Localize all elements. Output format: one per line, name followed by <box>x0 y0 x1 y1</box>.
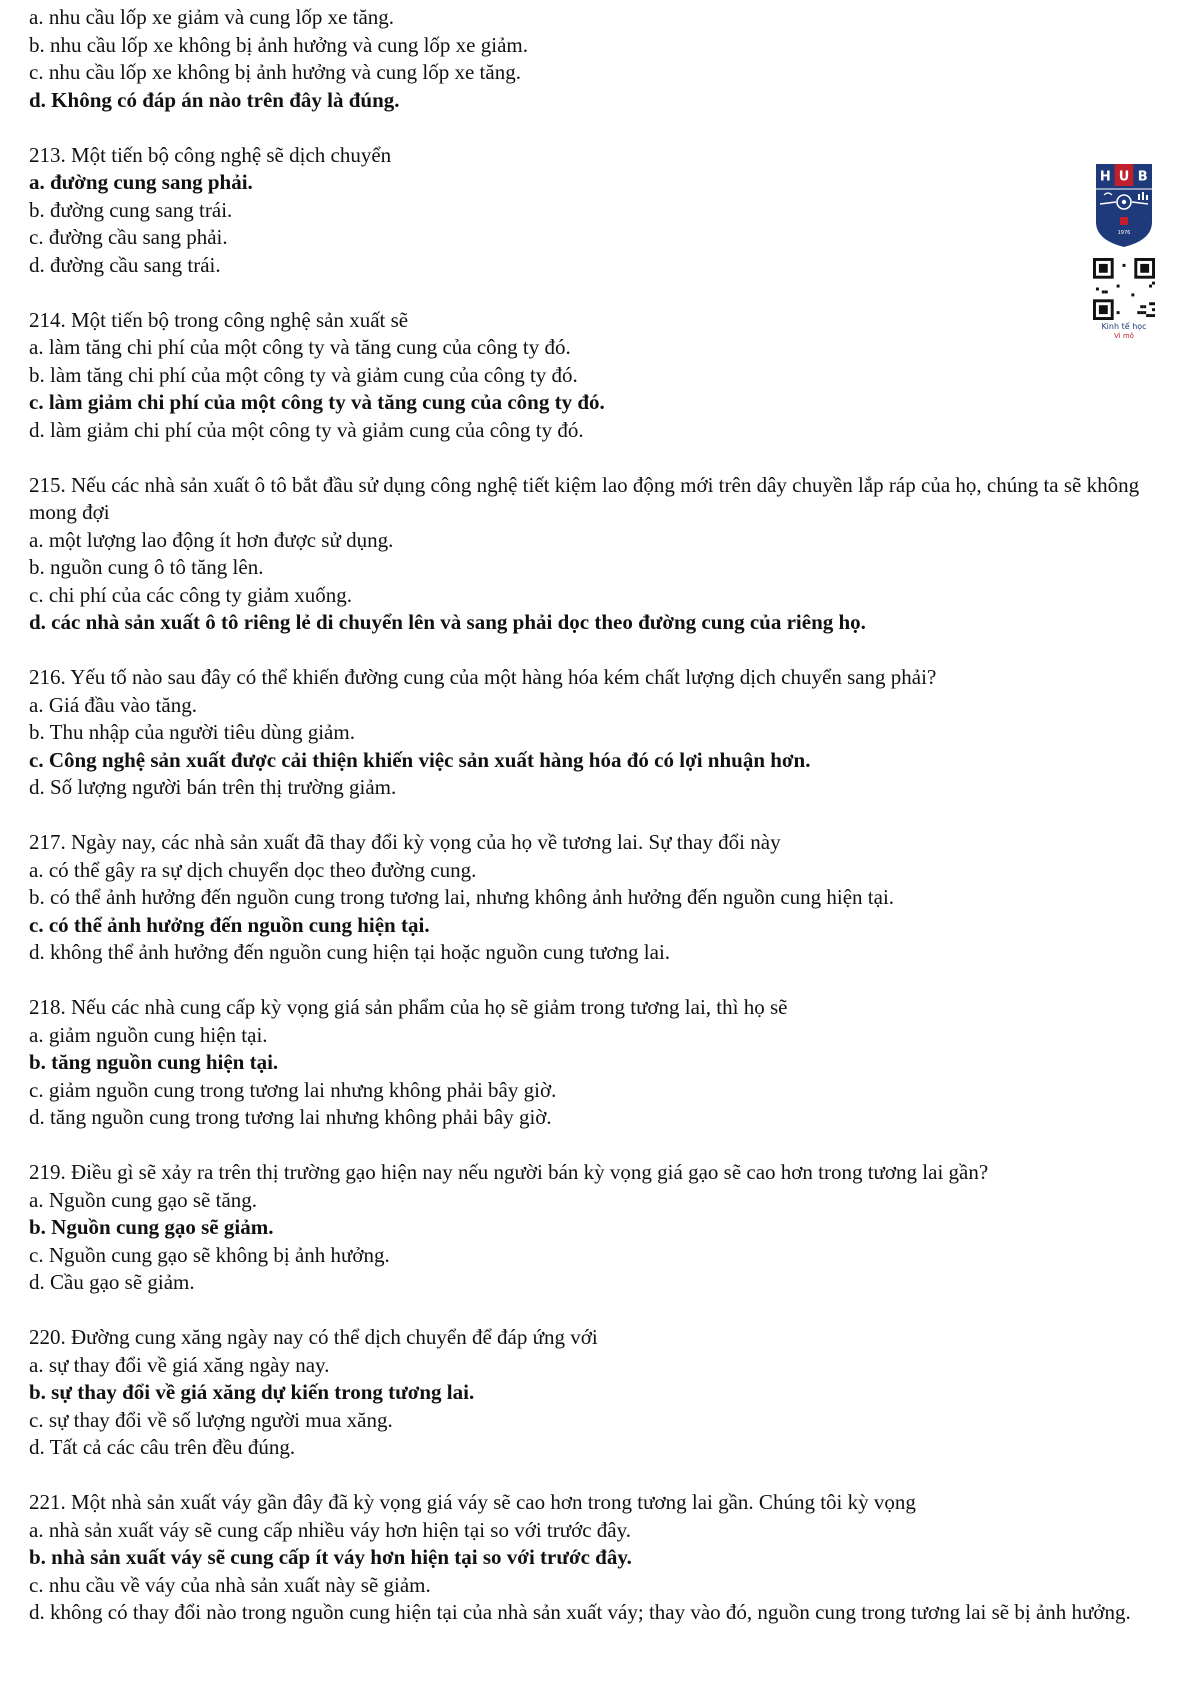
logo-letter: H <box>1099 169 1111 185</box>
answer-line: d. không có thay đổi nào trong nguồn cung hiện tại của nhà sản xuất váy; thay vào đó, nguồn cung trong tương lai sẽ bị ảnh hưởng. <box>29 1600 1131 1624</box>
section-gap <box>29 114 1149 142</box>
badge-label: Kinh tế học <box>1101 322 1147 331</box>
answer-line-correct: d. Không có đáp án nào trên đây là đúng. <box>29 87 400 112</box>
question-line: 213. Một tiến bộ công nghệ sẽ dịch chuyển <box>29 142 392 167</box>
answer-line: b. có thể ảnh hưởng đến nguồn cung trong tương lai, nhưng không ảnh hưởng đến nguồn cung hiện tại. <box>29 885 895 909</box>
answer-line: a. giảm nguồn cung hiện tại. <box>29 1022 268 1047</box>
answer-line: c. chi phí của các công ty giảm xuống. <box>29 582 353 607</box>
answer-line: a. Giá đầu vào tăng. <box>29 692 197 717</box>
question-line: 219. Điều gì sẽ xảy ra trên thị trường gạo hiện nay nếu người bán kỳ vọng giá gạo sẽ cao hơn trong tương lai gần? <box>29 1160 989 1184</box>
answer-line: c. đường cầu sang phải. <box>29 225 228 249</box>
qr-code-icon <box>1093 258 1155 320</box>
answer-line: b. Thu nhập của người tiêu dùng giảm. <box>29 720 355 744</box>
section-gap <box>29 1462 1149 1490</box>
answer-line: c. sự thay đổi về số lượng người mua xăng. <box>29 1407 393 1432</box>
answer-line: d. Số lượng người bán trên thị trường giảm. <box>29 775 397 799</box>
section-gap <box>29 444 1149 472</box>
answer-line-correct: c. Công nghệ sản xuất được cải thiện khiến việc sản xuất hàng hóa đó có lợi nhuận hơn. <box>29 747 811 772</box>
side-badge <box>1088 162 1160 341</box>
section-gap <box>29 967 1149 995</box>
answer-line: d. Cầu gạo sẽ giảm. <box>29 1270 195 1294</box>
section-gap <box>29 279 1149 307</box>
answer-line: a. làm tăng chi phí của một công ty và tăng cung của công ty đó. <box>29 335 571 359</box>
answer-line: d. không thể ảnh hưởng đến nguồn cung hiện tại hoặc nguồn cung tương lai. <box>29 940 671 964</box>
answer-line: c. nhu cầu lốp xe không bị ảnh hưởng và cung lốp xe tăng. <box>29 60 521 84</box>
answer-line-correct: a. đường cung sang phải. <box>29 170 253 194</box>
question-line: 220. Đường cung xăng ngày nay có thể dịch chuyển để đáp ứng với <box>29 1325 598 1349</box>
section-gap <box>29 802 1149 830</box>
answer-line: b. nhu cầu lốp xe không bị ảnh hưởng và cung lốp xe giảm. <box>29 32 528 57</box>
question-line: 217. Ngày nay, các nhà sản xuất đã thay đổi kỳ vọng của họ về tương lai. Sự thay đổi này <box>29 830 781 854</box>
section-gap <box>29 637 1149 665</box>
answer-line: a. Nguồn cung gạo sẽ tăng. <box>29 1187 258 1212</box>
answer-line: b. làm tăng chi phí của một công ty và giảm cung của công ty đó. <box>29 362 578 387</box>
answer-line: a. nhu cầu lốp xe giảm và cung lốp xe tăng. <box>29 5 395 29</box>
answer-line: a. sự thay đổi về giá xăng ngày nay. <box>29 1352 330 1377</box>
answer-line: b. đường cung sang trái. <box>29 197 233 222</box>
answer-line-correct: d. các nhà sản xuất ô tô riêng lẻ di chuyển lên và sang phải dọc theo đường cung của riêng họ. <box>29 610 866 634</box>
answer-line: d. làm giảm chi phí của một công ty và giảm cung của công ty đó. <box>29 417 584 442</box>
question-line: 215. Nếu các nhà sản xuất ô tô bắt đầu sử dụng công nghệ tiết kiệm lao động mới trên dây chuyền lắp ráp của họ, chúng ta sẽ không mong đợi <box>29 472 1140 524</box>
section-gap <box>29 1132 1149 1160</box>
answer-line-correct: c. có thể ảnh hưởng đến nguồn cung hiện tại. <box>29 912 430 937</box>
answer-line: c. giảm nguồn cung trong tương lai nhưng không phải bây giờ. <box>29 1077 557 1102</box>
answer-line: b. nguồn cung ô tô tăng lên. <box>29 555 264 579</box>
answer-line-correct: b. sự thay đổi về giá xăng dự kiến trong tương lai. <box>29 1380 475 1404</box>
question-line: 214. Một tiến bộ trong công nghệ sản xuất sẽ <box>29 307 409 332</box>
logo-year: 1976 <box>1117 230 1131 236</box>
answer-line-correct: b. tăng nguồn cung hiện tại. <box>29 1050 279 1074</box>
answer-line: a. có thể gây ra sự dịch chuyển dọc theo đường cung. <box>29 857 477 882</box>
answer-line: a. một lượng lao động ít hơn được sử dụng. <box>29 527 394 552</box>
answer-line-correct: b. nhà sản xuất váy sẽ cung cấp ít váy hơn hiện tại so với trước đây. <box>29 1545 632 1569</box>
answer-line: d. đường cầu sang trái. <box>29 252 221 277</box>
hub-logo-icon <box>1094 162 1154 248</box>
answer-line-correct: b. Nguồn cung gạo sẽ giảm. <box>29 1215 274 1239</box>
question-line: 216. Yếu tố nào sau đây có thể khiến đường cung của một hàng hóa kém chất lượng dịch chuyển sang phải? <box>29 665 937 689</box>
answer-line: a. nhà sản xuất váy sẽ cung cấp nhiều váy hơn hiện tại so với trước đây. <box>29 1517 631 1542</box>
answer-line: c. Nguồn cung gạo sẽ không bị ảnh hưởng. <box>29 1242 390 1267</box>
section-gap <box>29 1297 1149 1325</box>
document-body <box>29 4 1149 1627</box>
answer-line: d. tăng nguồn cung trong tương lai nhưng không phải bây giờ. <box>29 1105 552 1129</box>
question-line: 221. Một nhà sản xuất váy gần đây đã kỳ vọng giá váy sẽ cao hơn trong tương lai gần. Chúng tôi kỳ vọng <box>29 1490 916 1514</box>
logo-letter: B <box>1137 169 1148 185</box>
answer-line-correct: c. làm giảm chi phí của một công ty và tăng cung của công ty đó. <box>29 390 605 414</box>
badge-sublabel: Vi mô <box>1114 332 1134 340</box>
logo-letter: U <box>1118 169 1130 185</box>
answer-line: d. Tất cả các câu trên đều đúng. <box>29 1435 296 1459</box>
answer-line: c. nhu cầu về váy của nhà sản xuất này sẽ giảm. <box>29 1572 431 1597</box>
question-line: 218. Nếu các nhà cung cấp kỳ vọng giá sản phẩm của họ sẽ giảm trong tương lai, thì họ sẽ <box>29 995 788 1019</box>
